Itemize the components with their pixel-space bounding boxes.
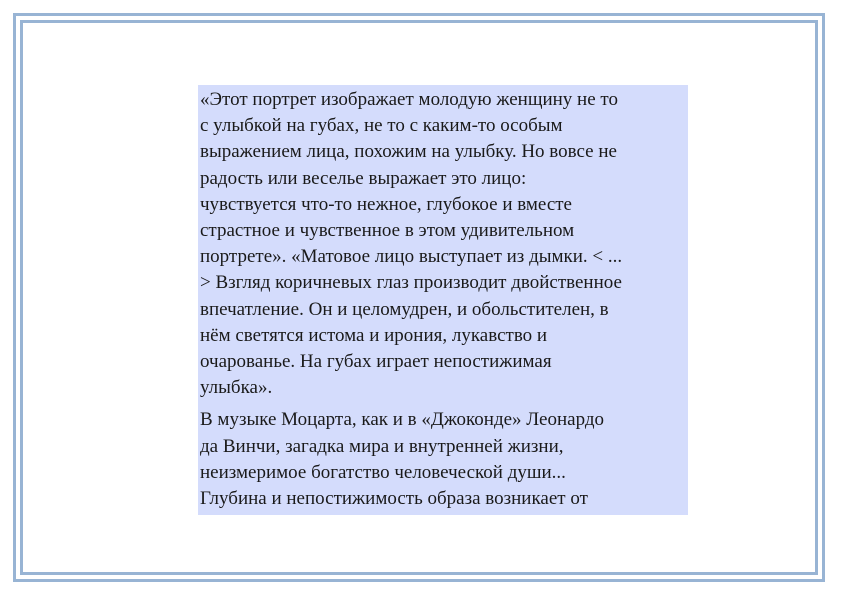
quote-text-box: [198, 85, 688, 515]
quote-paragraph-2: В музыке Моцарта, как и в «Джоконде» Леонардо да Винчи, загадка мира и внутренней жизни, неизмеримое богатство человеческой души... Глубина и непостижимость образа возникает от: [200, 409, 605, 510]
quote-paragraph-1: «Этот портрет изображает молодую женщину не то с улыбкой на губах, не то с каким-то особым выражением лица, похожим на улыбку. Но вовсе не радость или веселье выражает это лицо: чувствуется что-то нежное, глубокое и вместе страстное и чувственное в этом удивительном портрете». «Матовое лицо выступает из дымки. < ... > Взгляд коричневых глаз производит двойственное впечатление. Он и целомудрен, и обольстителен, в нём светятся истома и ирония, лукавство и очарованье. На губах играет непостижимая улыбка».: [200, 89, 623, 399]
